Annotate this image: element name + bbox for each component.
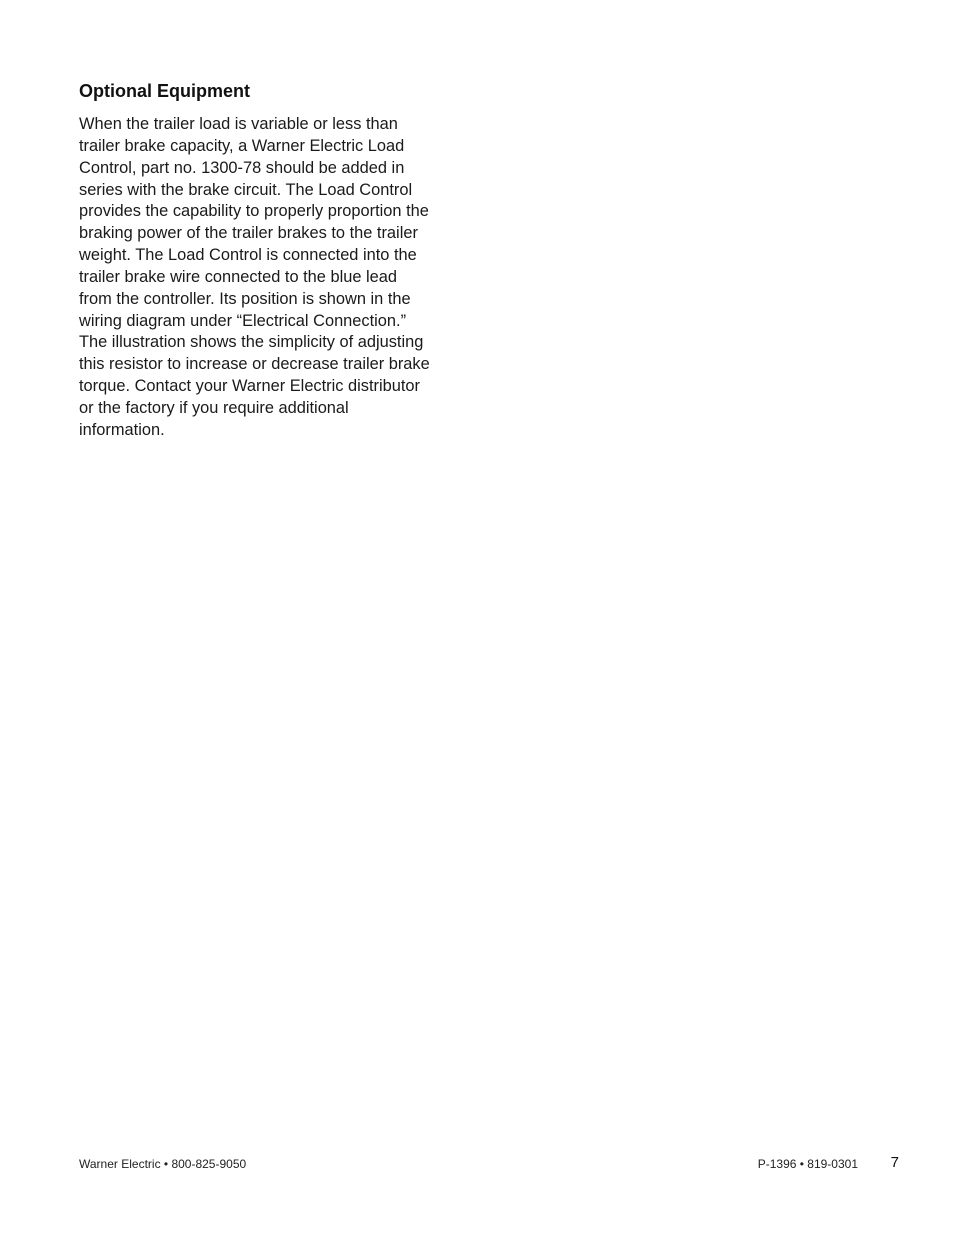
- body-line: trailer brake wire connected to the blue lead: [79, 267, 397, 286]
- body-line: trailer brake capacity, a Warner Electric Load: [79, 136, 405, 155]
- body-line: Control, part no. 1300-78 should be added in: [79, 158, 405, 177]
- body-line: provides the capability to properly proportion the: [79, 202, 429, 221]
- body-line: torque. Contact your Warner Electric distributor: [79, 377, 420, 396]
- body-line: or the factory if you require additional: [79, 398, 349, 417]
- body-line: information.: [79, 420, 165, 439]
- body-line: series with the brake circuit. The Load Control: [79, 180, 413, 199]
- footer-company-contact: Warner Electric • 800-825-9050: [79, 1157, 247, 1171]
- optional-equipment-section: [79, 80, 459, 442]
- body-line: When the trailer load is variable or less than: [79, 115, 398, 133]
- body-line: from the controller. Its position is shown in the: [79, 289, 411, 308]
- body-line: braking power of the trailer brakes to the trailer: [79, 224, 418, 243]
- body-line: weight. The Load Control is connected into the: [79, 246, 417, 265]
- page-number: 7: [890, 1154, 899, 1171]
- body-line: The illustration shows the simplicity of adjusting: [79, 333, 424, 352]
- section-heading: Optional Equipment: [79, 81, 250, 101]
- footer-document-number: P-1396 • 819-0301: [757, 1157, 858, 1171]
- section-body: [79, 114, 459, 442]
- body-line: this resistor to increase or decrease trailer brake: [79, 355, 430, 374]
- body-line: wiring diagram under “Electrical Connection.”: [79, 311, 407, 330]
